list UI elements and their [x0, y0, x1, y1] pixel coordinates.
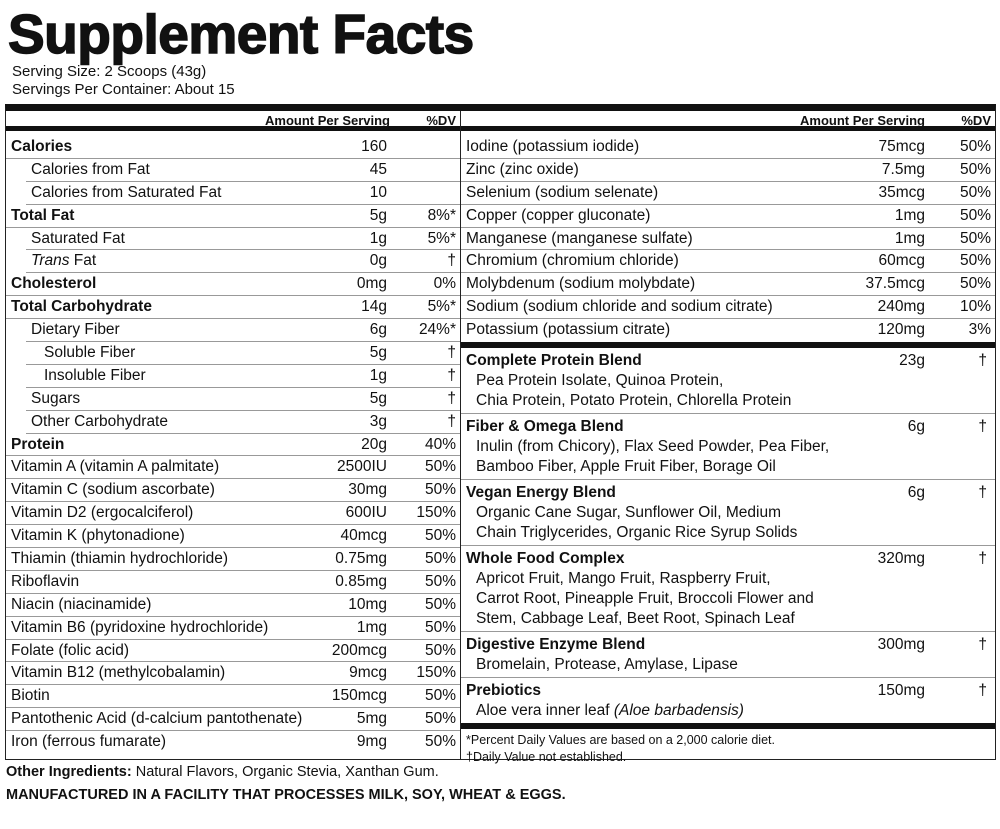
nutrient-name: Manganese (manganese sulfate): [466, 229, 693, 247]
nutrient-amount: 20g: [361, 435, 387, 453]
nutrient-name-italic: Trans: [31, 252, 70, 270]
nutrient-row: [6, 525, 460, 548]
nutrient-name-text: Vitamin K (phytonadione): [11, 527, 185, 545]
nutrient-row: [6, 502, 460, 525]
nutrient-amount: 45: [369, 160, 387, 178]
blend-dv: †: [978, 636, 987, 654]
nutrient-row: [6, 273, 460, 296]
nutrient-name: [31, 319, 120, 341]
nutrient-name: [31, 250, 96, 272]
nutrient-amount: 0g: [369, 252, 387, 270]
nutrient-name-text: Folate (folic acid): [11, 641, 130, 659]
nutrient-amount: 5g: [369, 206, 387, 224]
nutrient-row: [6, 479, 460, 502]
right-column: [461, 111, 995, 765]
blend-ingredients-text: Carrot Root, Pineapple Fruit, Broccoli Flower and: [476, 590, 814, 608]
blend-name: Vegan Energy Blend: [466, 484, 616, 502]
nutrient-name-text: Niacin (niacinamide): [11, 595, 152, 613]
nutrient-row: [461, 136, 995, 159]
blend-ingredients: [461, 457, 995, 477]
nutrient-amount: 240mg: [877, 298, 925, 316]
blend-name: Fiber & Omega Blend: [466, 418, 624, 436]
nutrient-name: [31, 388, 80, 410]
serving-size: Serving Size: 2 Scoops (43g): [12, 63, 207, 80]
left-header: [6, 111, 460, 131]
nutrient-name: [11, 136, 72, 158]
nutrient-row: [6, 205, 460, 228]
nutrient-name: [31, 182, 221, 204]
footnotes: [461, 729, 995, 769]
nutrient-amount: 1mg: [356, 618, 387, 636]
nutrient-name: [11, 273, 96, 295]
nutrient-name-text: Protein: [11, 435, 65, 453]
nutrient-amount: 5g: [369, 389, 387, 407]
nutrient-name: Potassium (potassium citrate): [466, 321, 671, 339]
nutrient-dv: 50%: [424, 550, 456, 568]
nutrient-dv: 40%: [424, 435, 456, 453]
nutrient-dv: 50%: [959, 275, 991, 293]
blend-dv: †: [978, 484, 987, 502]
blend-item: [461, 348, 995, 414]
nutrient-name-text: Total Fat: [11, 206, 75, 224]
nutrient-amount: 9mg: [356, 733, 387, 751]
nutrient-name: [44, 365, 146, 387]
nutrient-row: [461, 250, 995, 273]
nutrient-dv: 50%: [424, 595, 456, 613]
amount-header: Amount Per Serving: [800, 113, 925, 128]
nutrient-amount: 150mcg: [331, 687, 387, 705]
blend-ingredients-text: Apricot Fruit, Mango Fruit, Raspberry Fruit,: [476, 570, 771, 588]
nutrient-dv: 50%: [424, 618, 456, 636]
blend-amount: 6g: [907, 484, 925, 502]
nutrient-name: [11, 502, 193, 524]
nutrient-dv: 3%: [968, 321, 991, 339]
nutrient-row: [461, 205, 995, 228]
nutrient-amount: 2500IU: [337, 458, 387, 476]
nutrient-dv: 50%: [959, 183, 991, 201]
blend-item: [461, 546, 995, 632]
left-rows: [6, 136, 460, 754]
nutrient-row: [26, 159, 460, 182]
nutrient-amount: 10mg: [348, 595, 387, 613]
nutrient-name-text: Thiamin (thiamin hydrochloride): [11, 550, 229, 568]
left-column: [6, 111, 461, 759]
nutrient-dv: 10%: [959, 298, 991, 316]
nutrient-name-text: Calories from Saturated Fat: [31, 183, 222, 201]
nutrient-name-text: Vitamin B6 (pyridoxine hydrochloride): [11, 618, 269, 636]
footnote: †Daily Value not established.: [466, 750, 627, 765]
nutrient-name: [11, 434, 64, 456]
nutrient-name: [31, 411, 168, 433]
nutrient-amount: 600IU: [345, 504, 387, 522]
blend-dv: †: [978, 352, 987, 370]
nutrient-name-text: Fat: [69, 252, 97, 270]
nutrient-name: [11, 708, 302, 730]
nutrient-amount: 0mg: [356, 275, 387, 293]
nutrient-name: [11, 525, 185, 547]
nutrient-amount: 60mcg: [878, 252, 925, 270]
nutrient-name-text: Saturated Fat: [31, 229, 125, 247]
nutrient-row: [461, 296, 995, 319]
right-header: [461, 111, 995, 131]
dv-header: %DV: [426, 113, 456, 128]
blend-name: Prebiotics: [466, 682, 541, 700]
blend-ingredients-text: Aloe vera inner leaf: [476, 702, 614, 720]
blend-ingredients: [461, 589, 995, 609]
nutrient-amount: 6g: [369, 321, 387, 339]
nutrient-name: Selenium (sodium selenate): [466, 183, 659, 201]
nutrient-name-text: Total Carbohydrate: [11, 298, 152, 316]
nutrient-dv: 50%: [424, 572, 456, 590]
nutrient-name-text: Insoluble Fiber: [44, 366, 146, 384]
nutrient-dv: 0%: [433, 275, 456, 293]
nutrient-dv: 150%: [416, 504, 456, 522]
blend-ingredients-text: Pea Protein Isolate, Quinoa Protein,: [476, 372, 724, 390]
nutrient-row: [26, 388, 460, 411]
blend-amount: 320mg: [877, 550, 925, 568]
nutrient-amount: 7.5mg: [881, 160, 925, 178]
nutrient-row: [6, 594, 460, 617]
nutrient-row: [461, 182, 995, 205]
nutrient-name: [31, 228, 125, 250]
nutrient-dv: 50%: [959, 206, 991, 224]
blend-ingredients: [461, 523, 995, 543]
nutrient-row: [26, 182, 460, 205]
nutrient-name: [11, 640, 129, 662]
nutrient-amount: 1g: [369, 229, 387, 247]
nutrient-dv: 50%: [424, 687, 456, 705]
blend-dv: †: [978, 550, 987, 568]
nutrient-name: Iodine (potassium iodide): [466, 138, 640, 155]
blend-item: [461, 480, 995, 546]
nutrient-name-text: Vitamin D2 (ergocalciferol): [11, 504, 194, 522]
nutrient-name: Zinc (zinc oxide): [466, 160, 579, 178]
nutrient-row: [6, 708, 460, 731]
nutrient-name-text: Dietary Fiber: [31, 321, 120, 339]
nutrient-dv: 50%: [424, 458, 456, 476]
nutrient-name-text: Soluble Fiber: [44, 344, 136, 362]
nutrient-name: [11, 571, 79, 593]
nutrient-name-text: Iron (ferrous fumarate): [11, 733, 167, 751]
blend-ingredients: [461, 569, 995, 589]
nutrient-name-text: Other Carbohydrate: [31, 412, 168, 430]
nutrient-name: [11, 731, 166, 753]
nutrient-amount: 0.75mg: [335, 550, 387, 568]
nutrient-name-text: Sugars: [31, 389, 81, 407]
blend-ingredients-text: Chia Protein, Potato Protein, Chlorella Protein: [476, 392, 792, 410]
nutrient-amount: 37.5mcg: [865, 275, 925, 293]
nutrient-amount: 1mg: [894, 229, 925, 247]
nutrient-row: [6, 640, 460, 663]
nutrient-row: [461, 273, 995, 296]
nutrient-row: [26, 411, 460, 434]
nutrient-name: [11, 456, 219, 478]
blend-ingredients: [461, 503, 995, 523]
nutrient-dv: †: [447, 412, 456, 430]
nutrient-dv: †: [447, 389, 456, 407]
nutrient-dv: 50%: [424, 710, 456, 728]
nutrient-amount: 9mcg: [349, 664, 387, 682]
nutrient-name: [44, 342, 135, 364]
nutrient-dv: †: [447, 252, 456, 270]
blend-name: Digestive Enzyme Blend: [466, 636, 646, 654]
nutrient-row: [6, 434, 460, 457]
nutrient-amount: 200mcg: [331, 641, 387, 659]
dv-header: %DV: [961, 113, 991, 128]
nutrient-row: [6, 617, 460, 640]
nutrient-name: [11, 594, 151, 616]
nutrient-name: [11, 296, 152, 318]
nutrient-name-text: Riboflavin: [11, 572, 80, 590]
blend-dv: †: [978, 682, 987, 700]
nutrient-row: [26, 250, 460, 273]
blend-ingredients-italic: (Aloe barbadensis): [613, 702, 744, 720]
blend-amount: 300mg: [877, 636, 925, 654]
blend-item: [461, 678, 995, 723]
nutrient-dv: 150%: [416, 664, 456, 682]
blend-ingredients: [461, 437, 995, 457]
blend-ingredients-text: Bamboo Fiber, Apple Fruit Fiber, Borage Oil: [476, 458, 776, 476]
nutrient-row: [26, 342, 460, 365]
nutrient-name-text: Pantothenic Acid (d-calcium pantothenate): [11, 710, 303, 728]
blend-name: Complete Protein Blend: [466, 352, 642, 370]
footnote: *Percent Daily Values are based on a 2,000 calorie diet.: [466, 733, 775, 748]
blend-amount: 150mg: [877, 682, 925, 700]
blend-amount: 6g: [907, 418, 925, 436]
nutrient-amount: 40mcg: [340, 527, 387, 545]
blend-ingredients: [461, 655, 995, 675]
nutrient-name: [11, 662, 225, 684]
blend-ingredients: [461, 701, 995, 721]
nutrient-amount: 0.85mg: [335, 572, 387, 590]
nutrient-dv: 5%*: [427, 298, 456, 316]
nutrient-amount: 30mg: [348, 481, 387, 499]
blend-ingredients: [461, 609, 995, 629]
nutrient-name: [11, 479, 215, 501]
nutrient-row: [6, 731, 460, 754]
nutrient-amount: 10: [369, 183, 387, 201]
blend-ingredients-text: Bromelain, Protease, Amylase, Lipase: [476, 656, 738, 674]
nutrient-dv: 50%: [424, 527, 456, 545]
nutrient-name: Chromium (chromium chloride): [466, 252, 679, 270]
nutrient-dv: †: [447, 344, 456, 362]
nutrient-amount: 1g: [369, 366, 387, 384]
nutrient-row: [26, 365, 460, 388]
blend-ingredients-text: Inulin (from Chicory), Flax Seed Powder, Pea Fiber,: [476, 438, 830, 456]
nutrient-name: [31, 159, 150, 181]
nutrient-name: Copper (copper gluconate): [466, 206, 651, 224]
nutrient-amount: 14g: [361, 298, 387, 316]
nutrient-name-text: Vitamin B12 (methylcobalamin): [11, 664, 226, 682]
nutrient-dv: 50%: [959, 138, 991, 155]
other-ingredients: [6, 764, 439, 780]
nutrient-name: Sodium (sodium chloride and sodium citrate): [466, 298, 773, 316]
nutrient-dv: 50%: [959, 229, 991, 247]
nutrient-name: [11, 548, 228, 570]
nutrient-name-text: Calories from Fat: [31, 160, 150, 178]
nutrient-dv: 50%: [424, 481, 456, 499]
blend-dv: †: [978, 418, 987, 436]
blend-ingredients-text: Stem, Cabbage Leaf, Beet Root, Spinach Leaf: [476, 610, 795, 628]
amount-header: Amount Per Serving: [265, 113, 390, 128]
blend-ingredients-text: Chain Triglycerides, Organic Rice Syrup Solids: [476, 524, 798, 542]
allergen-warning: MANUFACTURED IN A FACILITY THAT PROCESSES MILK, SOY, WHEAT & EGGS.: [6, 787, 566, 803]
nutrient-name-text: Biotin: [11, 687, 50, 705]
nutrient-amount: 75mcg: [878, 138, 925, 155]
nutrient-amount: 5g: [369, 344, 387, 362]
nutrient-name: [11, 205, 74, 227]
blend-name: Whole Food Complex: [466, 550, 625, 568]
nutrient-amount: 3g: [369, 412, 387, 430]
blend-ingredients: [461, 391, 995, 411]
nutrient-name: [11, 617, 268, 639]
nutrient-dv: 5%*: [427, 229, 456, 247]
nutrient-row: [461, 319, 995, 342]
facts-panel: [5, 104, 996, 765]
other-ingredients-label: Other Ingredients:: [6, 764, 132, 780]
nutrient-row: [6, 456, 460, 479]
blend-amount: 23g: [899, 352, 925, 370]
nutrient-dv: 50%: [424, 641, 456, 659]
nutrient-row: [26, 319, 460, 342]
nutrient-row: [461, 228, 995, 251]
nutrient-name: Molybdenum (sodium molybdate): [466, 275, 696, 293]
page-title: Supplement Facts: [8, 3, 474, 65]
nutrient-row: [6, 571, 460, 594]
nutrient-amount: 160: [361, 138, 387, 155]
nutrient-amount: 35mcg: [878, 183, 925, 201]
nutrient-dv: †: [447, 366, 456, 384]
other-ingredients-text: Natural Flavors, Organic Stevia, Xanthan Gum.: [131, 764, 439, 780]
nutrient-amount: 5mg: [356, 710, 387, 728]
nutrient-name-text: Calories: [11, 138, 73, 155]
nutrient-name-text: Cholesterol: [11, 275, 97, 293]
nutrient-dv: 8%*: [427, 206, 456, 224]
nutrient-amount: 1mg: [894, 206, 925, 224]
nutrient-row: [6, 296, 460, 319]
blend-ingredients: [461, 371, 995, 391]
blend-item: [461, 632, 995, 678]
nutrient-amount: 120mg: [877, 321, 925, 339]
nutrient-row: [6, 662, 460, 685]
nutrient-row: [6, 136, 460, 159]
nutrient-name: [11, 685, 50, 707]
nutrient-dv: 50%: [959, 160, 991, 178]
nutrient-dv: 24%*: [418, 321, 456, 339]
blend-item: [461, 414, 995, 480]
nutrient-name-text: Vitamin A (vitamin A palmitate): [11, 458, 220, 476]
nutrient-dv: 50%: [959, 252, 991, 270]
nutrient-row: [461, 159, 995, 182]
servings-per-container: Servings Per Container: About 15: [12, 81, 235, 98]
right-rows: [461, 136, 995, 769]
nutrient-name-text: Vitamin C (sodium ascorbate): [11, 481, 215, 499]
nutrient-row: [26, 228, 460, 251]
blend-ingredients-text: Organic Cane Sugar, Sunflower Oil, Medium: [476, 504, 781, 522]
nutrient-row: [6, 548, 460, 571]
nutrient-dv: 50%: [424, 733, 456, 751]
nutrient-row: [6, 685, 460, 708]
